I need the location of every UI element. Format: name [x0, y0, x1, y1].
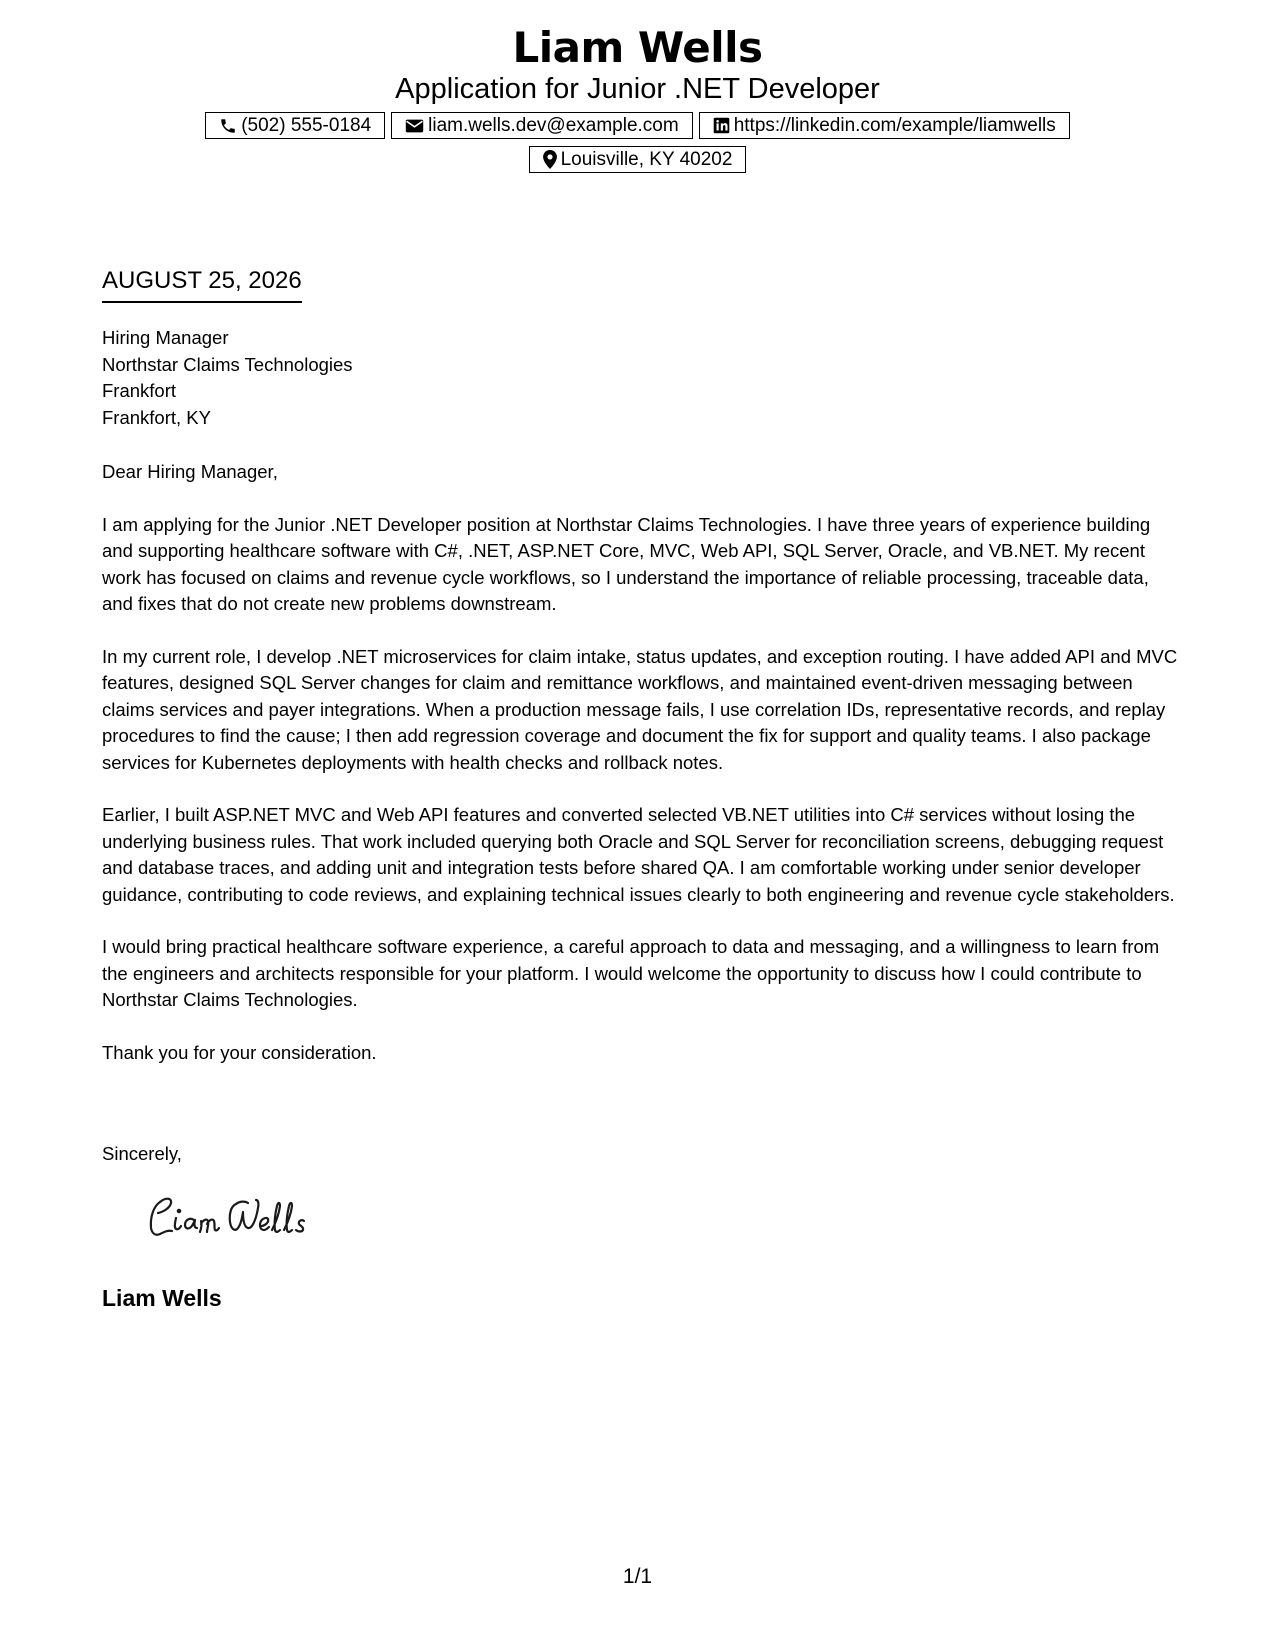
signature-image [138, 1188, 338, 1248]
handwritten-signature [138, 1188, 338, 1248]
envelope-icon [405, 118, 424, 134]
applicant-name: Liam Wells [512, 23, 763, 72]
phone-contact[interactable] [205, 112, 385, 139]
phone-text: (502) 555-0184 [241, 115, 372, 136]
email-contact[interactable] [391, 112, 693, 139]
letter-header [0, 22, 1275, 173]
recipient-block [102, 325, 1182, 431]
recipient-title: Hiring Manager [102, 327, 229, 348]
recipient-city: Frankfort [102, 380, 177, 401]
body-paragraph: Earlier, I built ASP.NET MVC and Web API features and converted selected VB.NET utilities into C# services without losing the underlying business rules. That work included querying both Oracle and SQL Server for reconciliation screens, debugging request and database traces, and adding unit and integration tests before shared QA. I am comfortable working under senior developer guidance, contributing to code reviews, and explaining technical issues clearly to both engineering and revenue cycle stakeholders. [102, 804, 1175, 905]
letter-date: AUGUST 25, 2026 [102, 265, 302, 303]
thank-you-line: Thank you for your consideration. [102, 1041, 377, 1063]
salutation: Dear Hiring Manager, [102, 461, 278, 482]
location-contact [529, 146, 747, 173]
body-paragraph: I would bring practical healthcare software experience, a careful approach to data and messaging, and a willingness to learn from the engineers and architects responsible for your platform. I would welcome the opportunity to discuss how I could contribute to Northstar Claims Technologies. [102, 936, 1160, 1010]
linkedin-contact[interactable] [699, 112, 1070, 139]
recipient-city-state: Frankfort, KY [102, 406, 211, 428]
location-text: Louisville, KY 40202 [560, 149, 733, 170]
page-number: 1/1 [622, 1565, 653, 1588]
signed-name: Liam Wells [102, 1285, 222, 1311]
phone-icon [219, 117, 237, 135]
closing: Sincerely, [102, 1143, 182, 1164]
body-paragraph: I am applying for the Junior .NET Developer position at Northstar Claims Technologies. I have three years of experience building and supporting healthcare software with C#, .NET, ASP.NET Core, MVC, Web API, SQL Server, Oracle, and VB.NET. My recent work has focused on claims and revenue cycle workflows, so I understand the importance of reliable processing, traceable data, and fixes that do not create new problems downstream. [102, 513, 1151, 614]
recipient-company: Northstar Claims Technologies [102, 353, 353, 375]
linkedin-text: https://linkedin.com/example/liamwells [733, 115, 1056, 136]
location-row [0, 146, 1275, 173]
linkedin-icon [713, 117, 730, 134]
map-marker-icon [543, 150, 557, 169]
email-text: liam.wells.dev@example.com [428, 115, 679, 136]
application-subtitle: Application for Junior .NET Developer [395, 73, 880, 105]
contact-row [0, 112, 1275, 139]
body-paragraph: In my current role, I develop .NET microservices for claim intake, status updates, and exception routing. I have added API and MVC features, designed SQL Server changes for claim and remittance workflows, and maintained event-driven messaging between claims services and payer integrations. When a production message fails, I use correlation IDs, representative records, and replay procedures to find the cause; I then add regression coverage and document the fix for support and quality teams. I also package services for Kubernetes deployments with health checks and rollback notes. [102, 645, 1178, 773]
letter-body [102, 325, 1182, 1092]
